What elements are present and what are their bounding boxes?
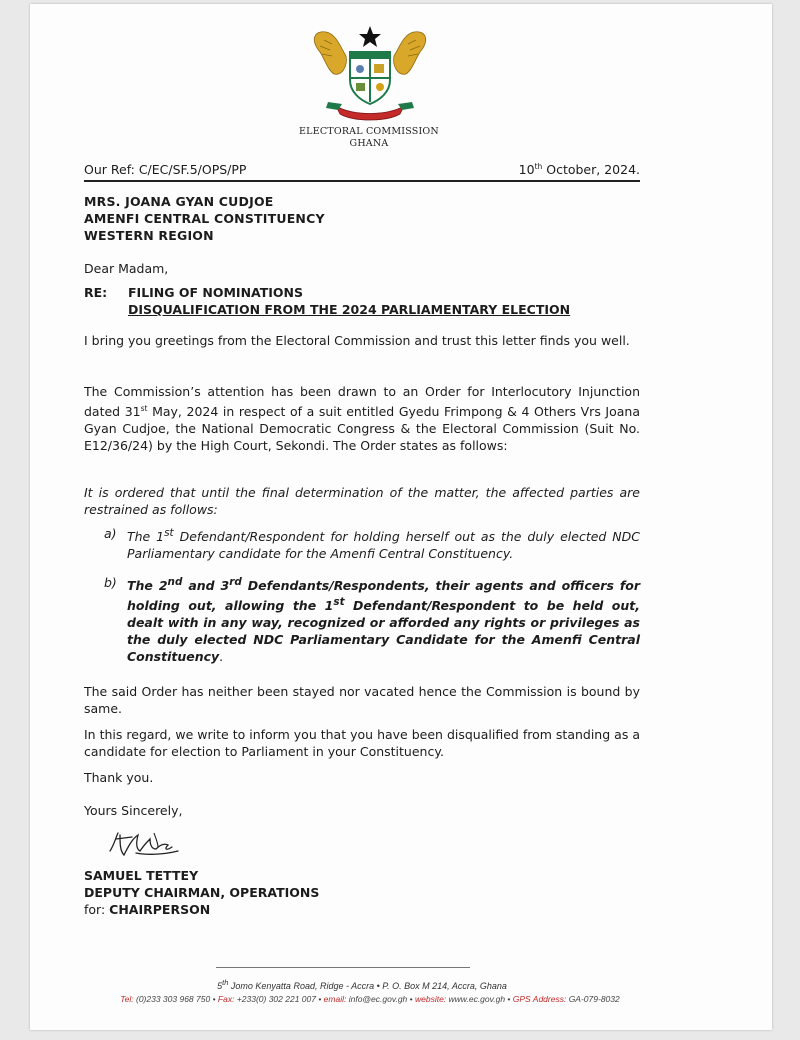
footer-address: 5th Jomo Kenyatta Road, Ridge - Accra • P. O. Box M 214, Accra, Ghana (217, 978, 507, 991)
footer-contacts: Tel: (0)233 303 968 750 • Fax: +233(0) 302 221 007 • email: info@ec.gov.gh • website: www.ec.gov.gh • GPS Address: GA-079-8032 (120, 994, 620, 1004)
for-line: for: CHAIRPERSON (84, 902, 211, 917)
closing-line: Yours Sincerely, (84, 803, 183, 818)
ordered-paragraph: It is ordered that until the final determination of the matter, the affected parties are restrained as follows: (84, 485, 640, 517)
subject-line2: DISQUALIFICATION FROM THE 2024 PARLIAMENTARY ELECTION (128, 302, 571, 317)
for-chairperson: CHAIRPERSON (109, 902, 211, 917)
signatory-title: DEPUTY CHAIRMAN, OPERATIONS (84, 885, 320, 900)
subject-label: RE: (84, 285, 108, 300)
addressee-region: WESTERN REGION (84, 228, 214, 243)
item-a-text: The 1st Defendant/Respondent for holding herself out as the duly elected NDC Parliamentary candidate for the Amenfi Central Constituency. (127, 527, 640, 562)
salutation: Dear Madam, (84, 261, 169, 276)
handwritten-signature (106, 825, 186, 863)
disqualification-paragraph: In this regard, we write to inform you that you have been disqualified from standing as a candidate for election to Parliament in your Constituency. (84, 727, 640, 759)
greeting-paragraph: I bring you greetings from the Electoral Commission and trust this letter finds you well. (84, 333, 630, 348)
subject-line1: FILING OF NOMINATIONS (128, 285, 304, 300)
order-status-paragraph: The said Order has neither been stayed nor vacated hence the Commission is bound by same. (84, 684, 640, 716)
header-divider (84, 180, 640, 182)
item-a-label: a) (104, 526, 117, 541)
signatory-name: SAMUEL TETTEY (84, 868, 199, 883)
org-name-line2: GHANA (349, 138, 389, 149)
item-b-label: b) (104, 575, 117, 590)
item-b-text: The 2nd and 3rd Defendants/Respondents, their agents and officers for holding out, allowing the 1st Defendant/Respondent to be held out, dealt with in any way, recognized or afforded any rights or privileges as the duly elected NDC Parliamentary Candidate for the Amenfi Central Constituency. (127, 576, 641, 665)
our-reference: Our Ref: C/EC/SF.5/OPS/PP (84, 162, 247, 177)
addressee-constituency: AMENFI CENTRAL CONSTITUENCY (84, 211, 325, 226)
addressee-name: MRS. JOANA GYAN CUDJOE (84, 194, 274, 209)
reference-line (84, 162, 640, 177)
thanks-line: Thank you. (84, 770, 154, 785)
org-name-line1: ELECTORAL COMMISSION (299, 126, 439, 137)
letter-date: 10th October, 2024. (518, 162, 640, 178)
coat-of-arms-logo (306, 22, 434, 124)
footer-divider (216, 967, 470, 968)
order-paragraph: The Commission’s attention has been drawn to an Order for Interlocutory Injunction dated 31st May, 2024 in respect of a suit entitled Gyedu Frimpong & 4 Others Vrs Joana Gyan Cudjoe, the National Democratic Congress & the Electoral Commission (Suit No. E12/36/24) by the High Court, Sekondi. The Order states as follows: (84, 384, 641, 454)
